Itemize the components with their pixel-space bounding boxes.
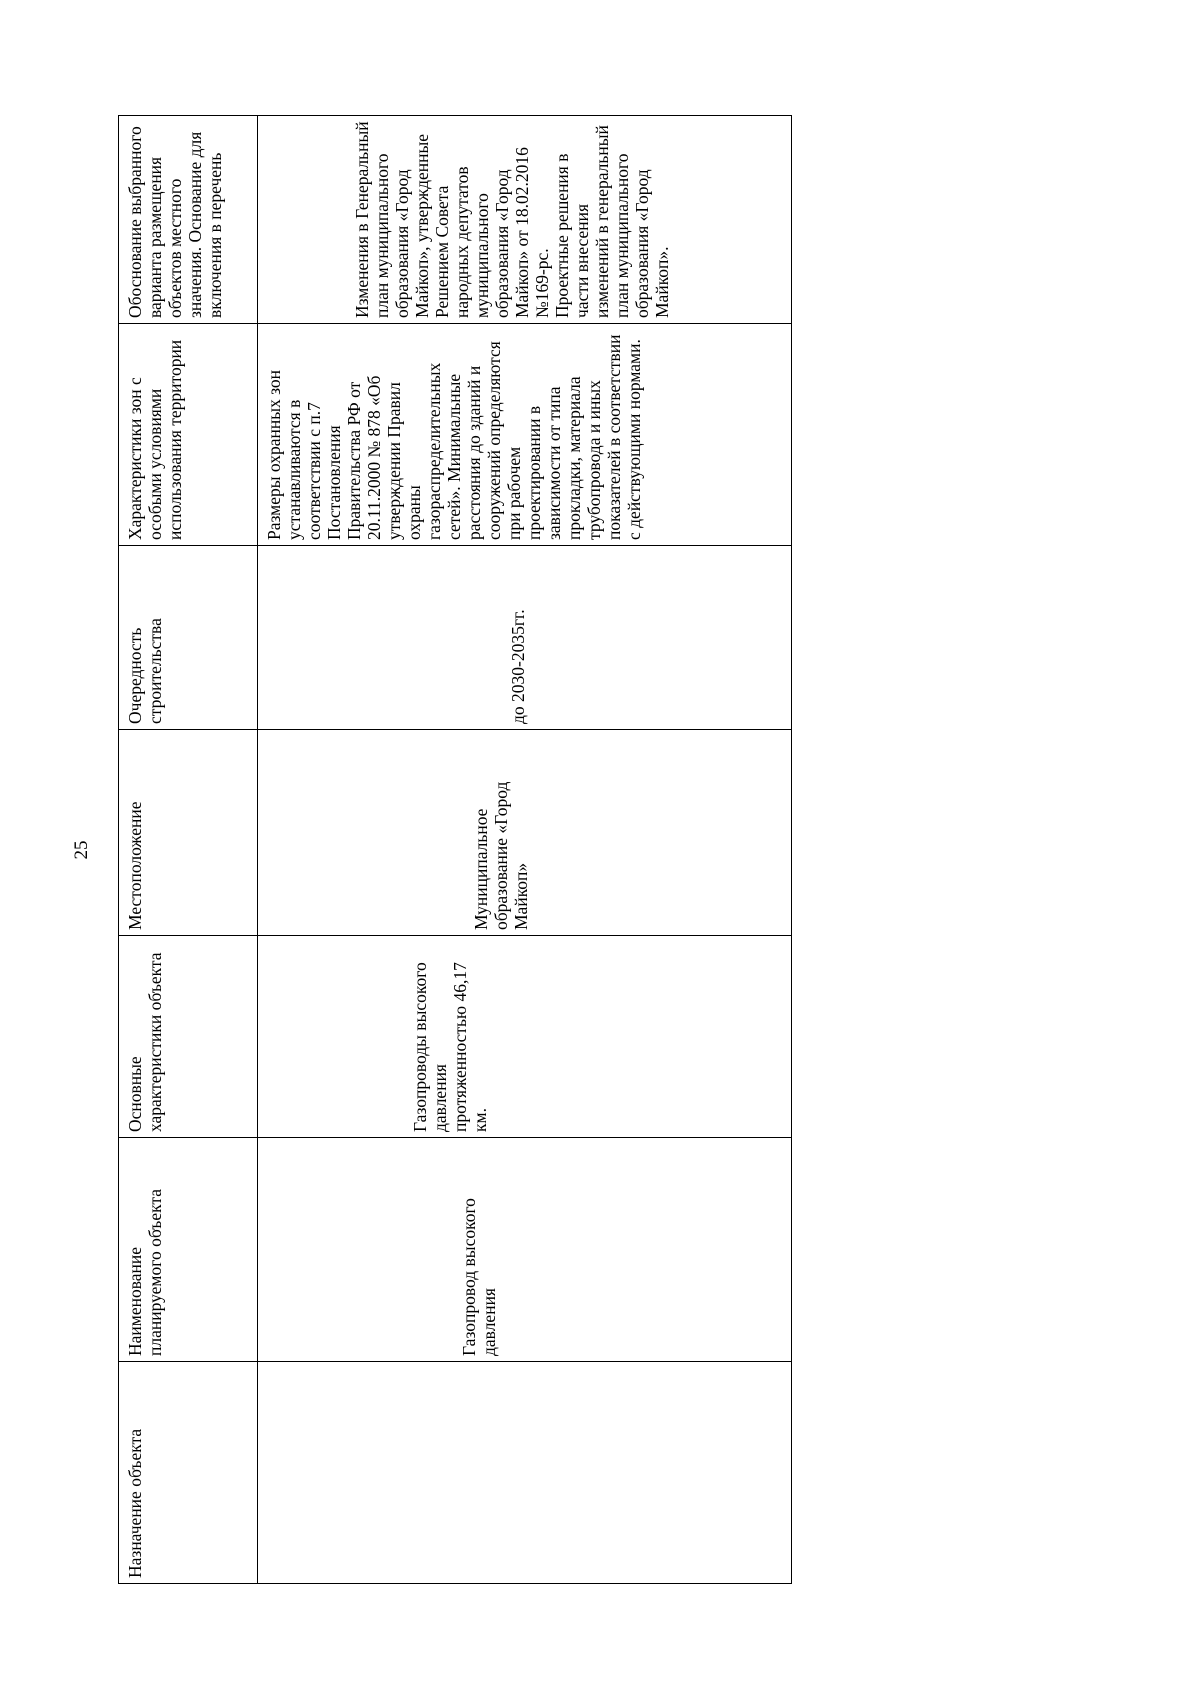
planned-objects-table-container: [118, 116, 792, 1584]
location-text: Муниципальное образование «Город Майкоп»: [471, 781, 531, 930]
cell-location: [258, 730, 792, 936]
object-name-text: Газопровод высокого давления: [459, 1198, 499, 1356]
characteristics-text: Газопроводы высокого давления протяженностью 46,17 км.: [410, 962, 490, 1132]
table-header-row: [119, 116, 258, 1584]
header-location: Местоположение: [119, 730, 258, 936]
header-purpose: Назначение объекта: [119, 1362, 258, 1584]
cell-object-name: [258, 1138, 792, 1362]
basis-paragraph-2: Проектные решения в части внесения изменений в генеральный план муниципального образования «Город Майкоп».: [552, 125, 672, 318]
header-zone-characteristics: Характеристики зон с особыми условиями использования территории: [119, 324, 258, 546]
cell-basis: [258, 116, 792, 324]
cell-purpose: [258, 1362, 792, 1584]
basis-block: [264, 120, 672, 318]
basis-paragraph-1: Изменения в Генеральный план муниципального образования «Город Майкоп», утвержденные Решением Совета народных депутатов муниципального образования «Город Майкоп» от 18.02.2016 №169-рс.: [352, 121, 552, 318]
header-construction-stage: Очередность строительства: [119, 546, 258, 730]
cell-construction-stage: [258, 546, 792, 730]
page-number: 25: [71, 840, 92, 860]
table-row: [258, 116, 792, 1584]
header-characteristics: Основные характеристики объекта: [119, 936, 258, 1138]
zone-characteristics-text: Размеры охранных зон устанавливаются в соответствии с п.7 Постановления Правительства РФ от 20.11.2000 № 878 «Об утверждении Правил охраны газораспределительных сетей». Минимальные расстояния до зданий и сооружений определяются при рабочем проектировании в зависимости от типа прокладки, материала трубопровода и иных показателей в соответствии с действующими нормами.: [264, 334, 644, 540]
cell-characteristics: [258, 936, 792, 1138]
header-object-name: Наименование планируемого объекта: [119, 1138, 258, 1362]
cell-zone-characteristics: [258, 324, 792, 546]
construction-stage-text: до 2030-2035гг.: [508, 609, 528, 724]
planned-objects-table: [118, 115, 792, 1584]
header-basis: Обоснование выбранного варианта размещения объектов местного значения. Основание для включения в перечень: [119, 116, 258, 324]
